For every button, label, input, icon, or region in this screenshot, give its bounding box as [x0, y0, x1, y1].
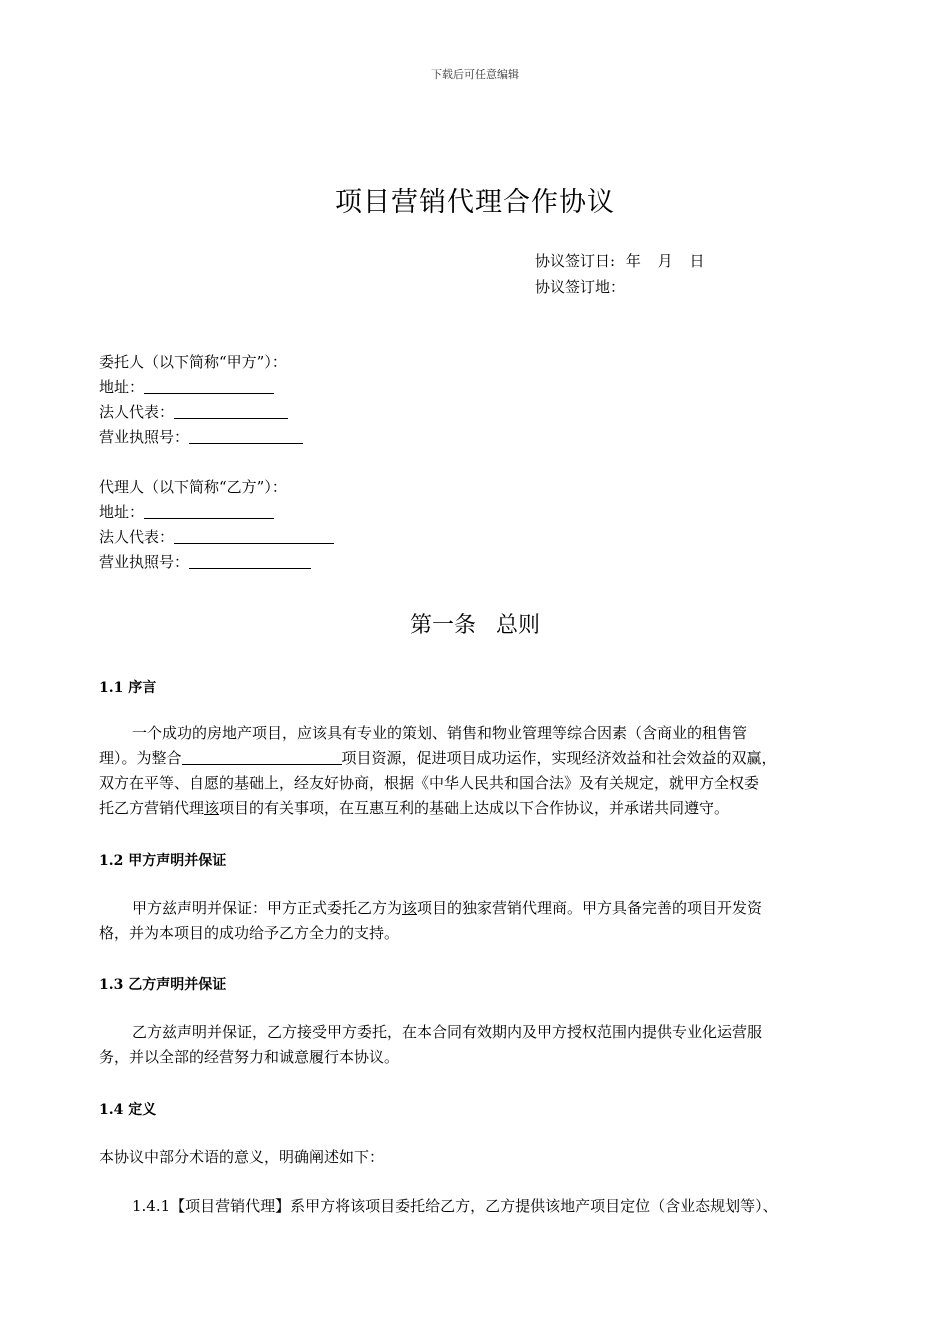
year-label: 年 — [625, 252, 641, 270]
paragraph-line: 乙方兹声明并保证，乙方接受甲方委托，在本合同有效期内及甲方授权范围内提供专业化运营服 — [132, 1023, 763, 1041]
party-a-license — [99, 426, 303, 447]
section-1-2-heading: 1.2 甲方声明并保证 — [99, 853, 227, 869]
party-a-address — [99, 376, 274, 397]
party-b-heading: 代理人（以下简称“乙方”）： — [99, 478, 287, 496]
section-1-4-heading: 1.4 定义 — [99, 1102, 157, 1118]
party-a-heading: 委托人（以下简称“甲方”）： — [99, 353, 287, 371]
section-1-4-1-item — [99, 1194, 899, 1219]
party-b-rep — [99, 526, 334, 547]
party-b-address-blank — [144, 504, 274, 519]
section-1-4-intro: 本协议中部分术语的意义，明确阐述如下： — [99, 1148, 385, 1166]
article-name: 总则 — [496, 613, 541, 638]
party-a-address-label: 地址： — [99, 378, 145, 396]
sign-place-label: 协议签订地： — [535, 278, 626, 296]
party-a-address-blank — [144, 379, 274, 394]
party-b-license-label: 营业执照号： — [99, 553, 190, 571]
month-label: 月 — [657, 252, 673, 270]
party-b-address-label: 地址： — [99, 503, 145, 521]
article-heading — [0, 608, 950, 639]
paragraph-line: 托乙方营销代理该项目的有关事项，在互惠互利的基础上达成以下合作协议，并承诺共同遵守。 — [99, 799, 730, 817]
party-b-rep-label: 法人代表： — [99, 528, 175, 546]
paragraph-line: 格，并为本项目的成功给予乙方全力的支持。 — [99, 924, 400, 942]
paragraph-line: 双方在平等、自愿的基础上，经友好协商，根据《中华人民共和国合法》及有关规定，就甲方全权委 — [99, 774, 760, 792]
party-a-rep-blank — [174, 404, 288, 419]
day-label: 日 — [689, 252, 705, 270]
article-number: 第一条 — [409, 613, 476, 638]
section-1-2-paragraph — [99, 896, 859, 946]
party-a-rep-label: 法人代表： — [99, 403, 175, 421]
party-b-license — [99, 551, 311, 572]
party-a-license-blank — [189, 429, 303, 444]
document-title: 项目营销代理合作协议 — [335, 187, 615, 218]
party-a-license-label: 营业执照号： — [99, 428, 190, 446]
paragraph-line: 理）。为整合 项目资源，促进项目成功运作，实现经济效益和社会效益的双赢， — [99, 749, 777, 767]
sign-date-label: 协议签订日: — [535, 252, 616, 270]
section-1-3-heading: 1.3 乙方声明并保证 — [99, 977, 227, 993]
sign-date-line — [535, 250, 704, 271]
section-1-3-paragraph — [99, 1020, 859, 1070]
paragraph-line: 1.4.1【项目营销代理】系甲方将该项目委托给乙方，乙方提供该地产项目定位（含业态规划等）、 — [132, 1197, 778, 1215]
paragraph-line: 务，并以全部的经营努力和诚意履行本协议。 — [99, 1048, 400, 1066]
page-header: 下载后可任意编辑 — [431, 68, 519, 81]
project-name-blank — [182, 750, 342, 765]
party-b-license-blank — [189, 554, 311, 569]
section-1-1-paragraph — [99, 721, 859, 821]
party-a-rep — [99, 401, 288, 422]
paragraph-line: 一个成功的房地产项目，应该具有专业的策划、销售和物业管理等综合因素（含商业的租售管 — [132, 724, 748, 742]
party-b-address — [99, 501, 274, 522]
party-b-rep-blank — [174, 529, 334, 544]
section-1-1-heading: 1.1 序言 — [99, 680, 157, 696]
paragraph-line: 甲方兹声明并保证：甲方正式委托乙方为该项目的独家营销代理商。甲方具备完善的项目开发资 — [132, 899, 763, 917]
